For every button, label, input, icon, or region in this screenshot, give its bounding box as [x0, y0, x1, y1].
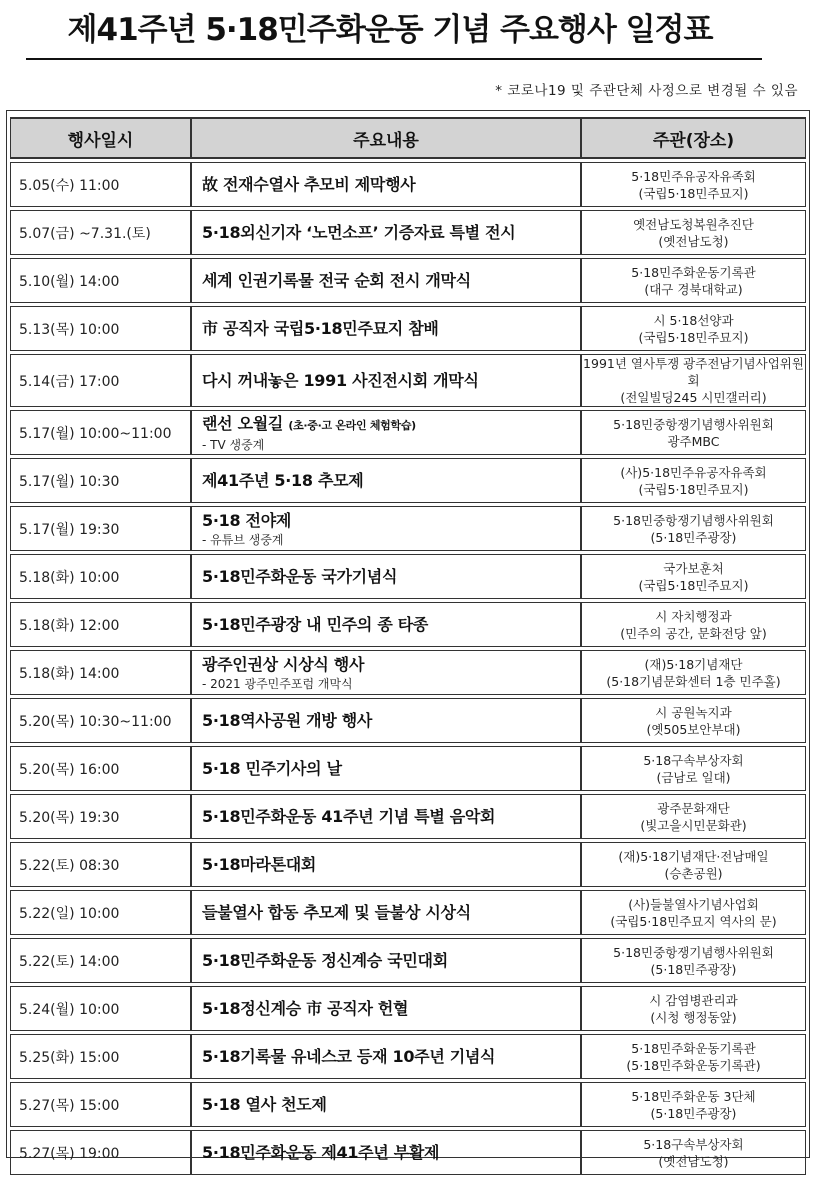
organizer-cell — [581, 986, 806, 1031]
event-date: 5.20(목) 16:00 — [10, 746, 191, 791]
table-row — [10, 1082, 806, 1127]
organizer-venue: (5·18기념문화센터 1층 민주홀) — [606, 673, 781, 689]
table-row — [10, 354, 806, 407]
change-notice: * 코로나19 및 주관단체 사정으로 변경될 수 있음 — [495, 83, 798, 99]
table-row — [10, 1130, 806, 1175]
event-cell — [191, 306, 581, 351]
table-row — [10, 842, 806, 887]
event-cell — [191, 458, 581, 503]
organizer-venue: 광주MBC — [667, 433, 720, 449]
organizer-venue: (5·18민주광장) — [650, 961, 737, 977]
header-date: 행사일시 — [10, 117, 191, 159]
event-date: 5.22(토) 08:30 — [10, 842, 191, 887]
organizer-name: 옛전남도청복원추진단 — [633, 216, 754, 232]
event-title-line — [202, 270, 580, 291]
organizer-venue: (대구 경북대학교) — [644, 281, 743, 297]
event-title: 5·18민주화운동 41주년 기념 특별 음악회 — [202, 807, 496, 826]
organizer-cell — [581, 1082, 806, 1127]
table-row — [10, 210, 806, 255]
organizer-cell — [581, 1130, 806, 1175]
event-date: 5.22(토) 14:00 — [10, 938, 191, 983]
organizer-name: 5·18민중항쟁기념행사위원회 — [613, 416, 774, 432]
organizer-venue: (승촌공원) — [664, 865, 723, 881]
event-title-line — [202, 413, 580, 436]
organizer-venue: (빛고을시민문화관) — [640, 817, 747, 833]
organizer-venue: (전일빌딩245 시민갤러리) — [620, 390, 767, 405]
event-subtitle: - TV 생중계 — [202, 437, 265, 452]
organizer-name: (사)5·18민주유공자유족회 — [620, 464, 767, 480]
event-cell — [191, 506, 581, 551]
organizer-cell — [581, 1034, 806, 1079]
organizer-name: (재)5·18기념재단 — [644, 656, 743, 672]
event-cell — [191, 410, 581, 455]
organizer-cell — [581, 162, 806, 207]
event-title: 5·18민주광장 내 민주의 종 타종 — [202, 615, 429, 634]
event-title: 광주인권상 시상식 행사 — [202, 654, 365, 674]
event-date: 5.27(목) 19:00 — [10, 1130, 191, 1175]
event-title-line — [202, 614, 580, 635]
event-title: 랜선 오월길 — [202, 413, 284, 433]
organizer-venue: (국립5·18민주묘지) — [638, 329, 749, 345]
event-date: 5.18(화) 12:00 — [10, 602, 191, 647]
schedule-body — [10, 162, 806, 1175]
organizer-venue: (5·18민주화운동기록관) — [626, 1057, 761, 1073]
event-cell — [191, 986, 581, 1031]
page-title: 제41주년 5·18민주화운동 기념 주요행사 일정표 — [67, 12, 713, 48]
event-cell — [191, 1130, 581, 1175]
organizer-name: 5·18민주화운동기록관 — [631, 264, 756, 280]
organizer-venue: (옛전남도청) — [658, 1153, 729, 1169]
organizer-name: 5·18구속부상자회 — [643, 752, 744, 768]
organizer-venue: (국립5·18민주묘지 역사의 문) — [610, 913, 777, 929]
organizer-venue: (국립5·18민주묘지) — [638, 185, 749, 201]
event-title: 다시 꺼내놓은 1991 사진전시회 개막식 — [202, 371, 479, 390]
event-title: 5·18기록물 유네스코 등재 10주년 기념식 — [202, 1047, 496, 1066]
organizer-cell — [581, 554, 806, 599]
event-title-line — [202, 854, 580, 875]
organizer-venue: (민주의 공간, 문화전당 앞) — [620, 625, 767, 641]
organizer-name: 시 5·18선양과 — [653, 312, 734, 328]
organizer-cell — [581, 410, 806, 455]
event-title-line — [202, 470, 580, 491]
event-title-line — [202, 654, 580, 675]
organizer-venue: (금남로 일대) — [656, 769, 731, 785]
organizer-cell — [581, 506, 806, 551]
organizer-cell — [581, 794, 806, 839]
organizer-name: 1991년 열사투쟁 광주전남기념사업위원회 — [583, 356, 804, 388]
event-date: 5.25(화) 15:00 — [10, 1034, 191, 1079]
event-cell — [191, 842, 581, 887]
event-title-line — [202, 222, 580, 243]
organizer-cell — [581, 258, 806, 303]
event-subtitle: - 2021 광주민주포럼 개막식 — [202, 676, 353, 691]
event-title: 5·18정신계승 市 공직자 헌혈 — [202, 999, 409, 1018]
table-row — [10, 986, 806, 1031]
event-title-line — [202, 758, 580, 779]
table-row — [10, 938, 806, 983]
event-title: 5·18 열사 천도제 — [202, 1095, 327, 1114]
organizer-venue: (시청 행정동앞) — [650, 1009, 737, 1025]
event-title: 제41주년 5·18 추모제 — [202, 471, 364, 490]
event-title: 5·18민주화운동 국가기념식 — [202, 567, 398, 586]
event-date: 5.27(목) 15:00 — [10, 1082, 191, 1127]
organizer-cell — [581, 458, 806, 503]
event-title: 5·18 민주기사의 날 — [202, 759, 342, 778]
event-title-line — [202, 806, 580, 827]
event-cell — [191, 162, 581, 207]
header-event: 주요내용 — [191, 117, 581, 159]
event-title: 5·18민주화운동 제41주년 부활제 — [202, 1143, 440, 1162]
title-underline — [26, 58, 762, 60]
organizer-name: 광주문화재단 — [657, 800, 730, 816]
event-title-line — [202, 174, 580, 195]
organizer-cell — [581, 354, 806, 407]
event-title-line — [202, 998, 580, 1019]
event-date: 5.17(월) 10:00~11:00 — [10, 410, 191, 455]
organizer-venue: (국립5·18민주묘지) — [638, 481, 749, 497]
table-row — [10, 794, 806, 839]
event-cell — [191, 890, 581, 935]
organizer-name: 5·18민중항쟁기념행사위원회 — [613, 944, 774, 960]
event-title: 세계 인권기록물 전국 순회 전시 개막식 — [202, 271, 471, 290]
table-row — [10, 890, 806, 935]
organizer-name: 5·18구속부상자회 — [643, 1136, 744, 1152]
table-row — [10, 410, 806, 455]
organizer-cell — [581, 602, 806, 647]
event-title: 5·18민주화운동 정신계승 국민대회 — [202, 951, 448, 970]
event-title: 5·18마라톤대회 — [202, 855, 317, 874]
organizer-cell — [581, 842, 806, 887]
event-cell — [191, 746, 581, 791]
event-date: 5.24(월) 10:00 — [10, 986, 191, 1031]
organizer-cell — [581, 890, 806, 935]
event-cell — [191, 794, 581, 839]
event-cell — [191, 650, 581, 695]
table-row — [10, 162, 806, 207]
organizer-venue: (5·18민주광장) — [650, 529, 737, 545]
schedule-table — [10, 114, 806, 1178]
event-cell — [191, 602, 581, 647]
header-row — [10, 117, 806, 159]
event-date: 5.14(금) 17:00 — [10, 354, 191, 407]
event-title-line — [202, 566, 580, 587]
event-cell — [191, 554, 581, 599]
organizer-venue: (옛전남도청) — [658, 233, 729, 249]
event-cell — [191, 258, 581, 303]
event-date: 5.07(금) ~7.31.(토) — [10, 210, 191, 255]
organizer-cell — [581, 938, 806, 983]
table-row — [10, 506, 806, 551]
event-tag: (초·중·고 온라인 체험학습) — [288, 418, 416, 432]
event-title-line — [202, 1046, 580, 1067]
event-title: 5·18외신기자 ‘노먼소프’ 기증자료 특별 전시 — [202, 223, 516, 242]
event-cell — [191, 1082, 581, 1127]
organizer-cell — [581, 306, 806, 351]
event-title-line — [202, 370, 580, 391]
table-row — [10, 602, 806, 647]
event-subtitle: - 유튜브 생중계 — [202, 532, 284, 547]
event-date: 5.10(월) 14:00 — [10, 258, 191, 303]
event-cell — [191, 938, 581, 983]
table-row — [10, 698, 806, 743]
event-date: 5.17(월) 10:30 — [10, 458, 191, 503]
event-date: 5.20(목) 19:30 — [10, 794, 191, 839]
event-title-line — [202, 710, 580, 731]
event-title-line — [202, 950, 580, 971]
table-row — [10, 746, 806, 791]
organizer-cell — [581, 650, 806, 695]
event-date: 5.18(화) 14:00 — [10, 650, 191, 695]
event-date: 5.18(화) 10:00 — [10, 554, 191, 599]
organizer-venue: (5·18민주광장) — [650, 1105, 737, 1121]
event-title-line — [202, 902, 580, 923]
header-organizer: 주관(장소) — [581, 117, 806, 159]
organizer-name: 시 자치행정과 — [655, 608, 732, 624]
organizer-name: (재)5·18기념재단·전남매일 — [618, 848, 769, 864]
event-date: 5.22(일) 10:00 — [10, 890, 191, 935]
event-date: 5.05(수) 11:00 — [10, 162, 191, 207]
organizer-name: 국가보훈처 — [663, 560, 724, 576]
organizer-name: 5·18민주유공자유족회 — [631, 168, 756, 184]
organizer-name: 5·18민주화운동 3단체 — [631, 1088, 756, 1104]
table-row — [10, 554, 806, 599]
organizer-venue: (국립5·18민주묘지) — [638, 577, 749, 593]
event-date: 5.20(목) 10:30~11:00 — [10, 698, 191, 743]
event-title: 5·18 전야제 — [202, 510, 292, 530]
table-row — [10, 1034, 806, 1079]
organizer-cell — [581, 210, 806, 255]
event-title: 市 공직자 국립5·18민주묘지 참배 — [202, 319, 439, 338]
event-title-line — [202, 1094, 580, 1115]
event-cell — [191, 210, 581, 255]
event-title: 故 전재수열사 추모비 제막행사 — [202, 175, 416, 194]
organizer-name: (사)들불열사기념사업회 — [628, 896, 759, 912]
event-title-line — [202, 1142, 580, 1163]
event-title-line — [202, 510, 580, 531]
event-cell — [191, 354, 581, 407]
table-row — [10, 458, 806, 503]
event-cell — [191, 1034, 581, 1079]
table-row — [10, 258, 806, 303]
organizer-name: 5·18민주화운동기록관 — [631, 1040, 756, 1056]
table-row — [10, 650, 806, 695]
table-row — [10, 306, 806, 351]
organizer-cell — [581, 746, 806, 791]
event-cell — [191, 698, 581, 743]
event-date: 5.17(월) 19:30 — [10, 506, 191, 551]
organizer-name: 시 공원녹지과 — [655, 704, 732, 720]
event-title: 들불열사 합동 추모제 및 들불상 시상식 — [202, 903, 471, 922]
organizer-cell — [581, 698, 806, 743]
organizer-name: 시 감염병관리과 — [649, 992, 738, 1008]
organizer-name: 5·18민중항쟁기념행사위원회 — [613, 512, 774, 528]
event-date: 5.13(목) 10:00 — [10, 306, 191, 351]
organizer-venue: (옛505보안부대) — [646, 721, 741, 737]
event-title-line — [202, 318, 580, 339]
event-title: 5·18역사공원 개방 행사 — [202, 711, 373, 730]
